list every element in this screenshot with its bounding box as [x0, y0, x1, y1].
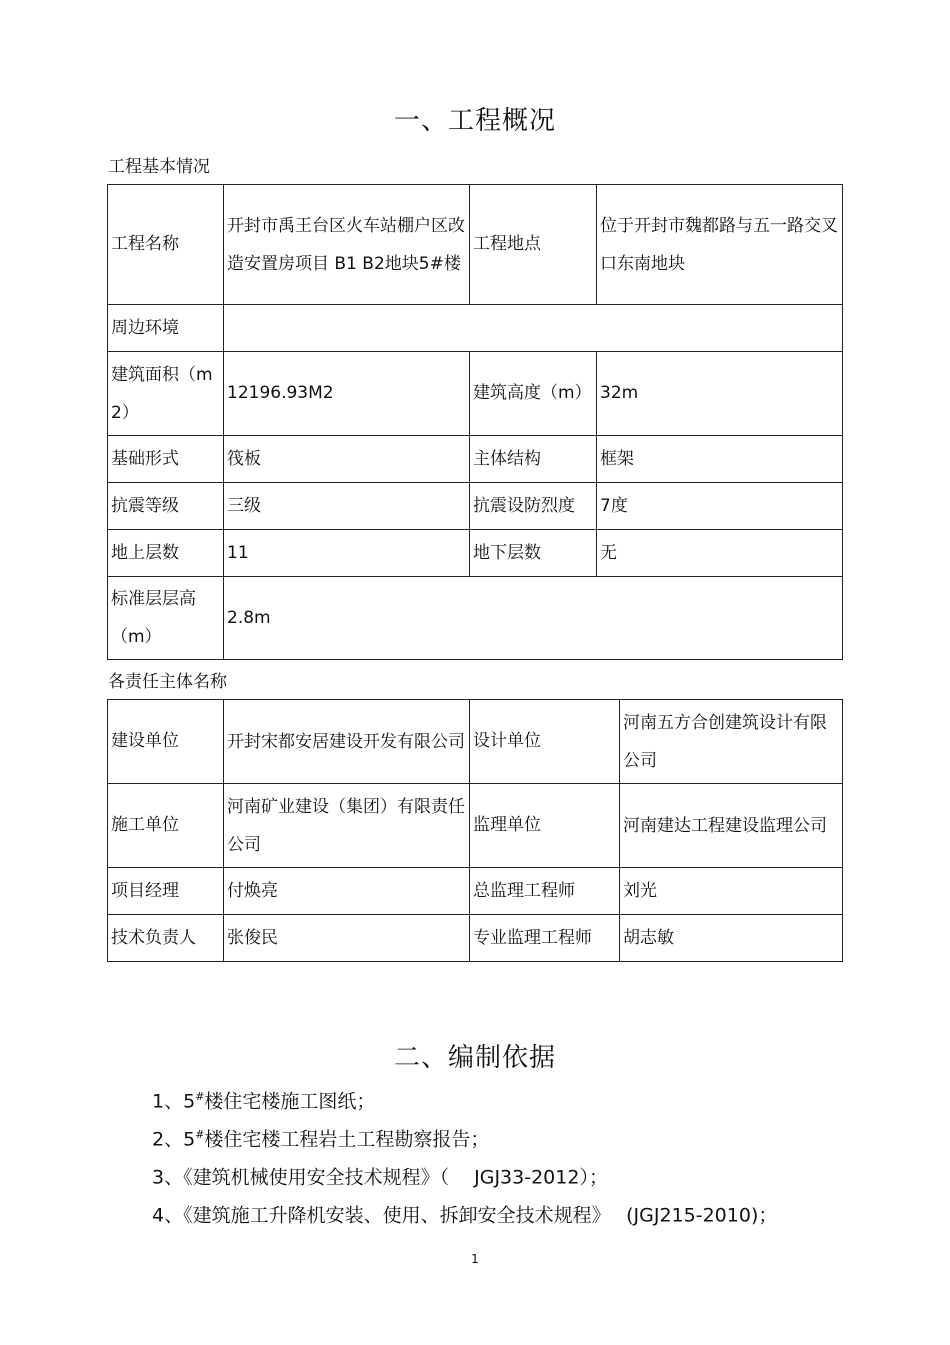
table-row	[108, 784, 843, 868]
table-cell: 2.8m	[224, 577, 843, 660]
table-cell: 三级	[224, 483, 470, 530]
table-cell: 胡志敏	[620, 915, 843, 962]
table-cell: 框架	[597, 436, 843, 483]
list-item	[152, 1192, 777, 1230]
page-number: 1	[471, 1252, 479, 1266]
list-item-text: 3、《建筑机械使用安全技术规程》（ JGJ33-2012）；	[152, 1166, 608, 1189]
table-cell: 32m	[597, 352, 843, 436]
table-cell: 刘光	[620, 868, 843, 915]
table-cell: 地下层数	[470, 530, 597, 577]
table-cell: 抗震等级	[108, 483, 224, 530]
parties-label: 各责任主体名称	[108, 672, 227, 692]
list-item-text: 1、5	[152, 1090, 196, 1113]
table-cell: 项目经理	[108, 868, 224, 915]
table-row	[108, 530, 843, 577]
table-cell: 监理单位	[470, 784, 620, 868]
table-cell: 付焕亮	[224, 868, 470, 915]
table-cell: 设计单位	[470, 700, 620, 784]
list-item-sup: #	[195, 1090, 205, 1103]
list-item	[152, 1116, 777, 1154]
table-cell: 河南五方合创建筑设计有限公司	[620, 700, 843, 784]
list-item	[152, 1154, 777, 1192]
basis-list	[152, 1078, 777, 1230]
table-row	[108, 436, 843, 483]
table-cell: 12196.93M2	[224, 352, 470, 436]
list-item-text: 楼住宅楼工程岩土工程勘察报告；	[204, 1128, 490, 1151]
table-cell: 筏板	[224, 436, 470, 483]
list-item-sup: #	[195, 1128, 205, 1141]
table-cell: 建筑高度（m）	[470, 352, 597, 436]
table-row	[108, 577, 843, 660]
parties-table	[107, 699, 843, 962]
table-cell: 张俊民	[224, 915, 470, 962]
table-cell: 河南矿业建设（集团）有限责任公司	[224, 784, 470, 868]
table-cell: 11	[224, 530, 470, 577]
table-cell: 7度	[597, 483, 843, 530]
table-cell: 开封宋都安居建设开发有限公司	[224, 700, 470, 784]
table-cell: 基础形式	[108, 436, 224, 483]
table-row	[108, 305, 843, 352]
table-cell: 技术负责人	[108, 915, 224, 962]
table-cell: 抗震设防烈度	[470, 483, 597, 530]
table-cell: 周边环境	[108, 305, 224, 352]
table-cell: 标准层层高（m）	[108, 577, 224, 660]
section2-title: 二、编制依据	[393, 1043, 556, 1073]
table-row	[108, 352, 843, 436]
table-cell: 专业监理工程师	[470, 915, 620, 962]
table-cell: 无	[597, 530, 843, 577]
list-item-text: 楼住宅楼施工图纸；	[204, 1090, 376, 1113]
table-cell: 建设单位	[108, 700, 224, 784]
table-row	[108, 868, 843, 915]
table-cell: 施工单位	[108, 784, 224, 868]
table-cell: 工程名称	[108, 185, 224, 305]
table-cell: 地上层数	[108, 530, 224, 577]
table-row	[108, 483, 843, 530]
list-item-text: 4、《建筑施工升降机安装、使用、拆卸安全技术规程》 (JGJ215-2010)；	[152, 1204, 778, 1227]
table-cell: 工程地点	[470, 185, 597, 305]
table-cell	[224, 305, 843, 352]
list-item	[152, 1078, 777, 1116]
table-cell: 主体结构	[470, 436, 597, 483]
table-row	[108, 700, 843, 784]
section1-title: 一、工程概况	[393, 106, 556, 136]
table-cell: 位于开封市魏都路与五一路交叉口东南地块	[597, 185, 843, 305]
basic-info-table	[107, 184, 843, 660]
list-item-text: 2、5	[152, 1128, 196, 1151]
table-row	[108, 185, 843, 305]
table-cell: 开封市禹王台区火车站棚户区改造安置房项目 B1 B2地块5#楼	[224, 185, 470, 305]
table-row	[108, 915, 843, 962]
table-cell: 河南建达工程建设监理公司	[620, 784, 843, 868]
basic-info-label: 工程基本情况	[108, 157, 210, 177]
table-cell: 建筑面积（m2）	[108, 352, 224, 436]
table-cell: 总监理工程师	[470, 868, 620, 915]
